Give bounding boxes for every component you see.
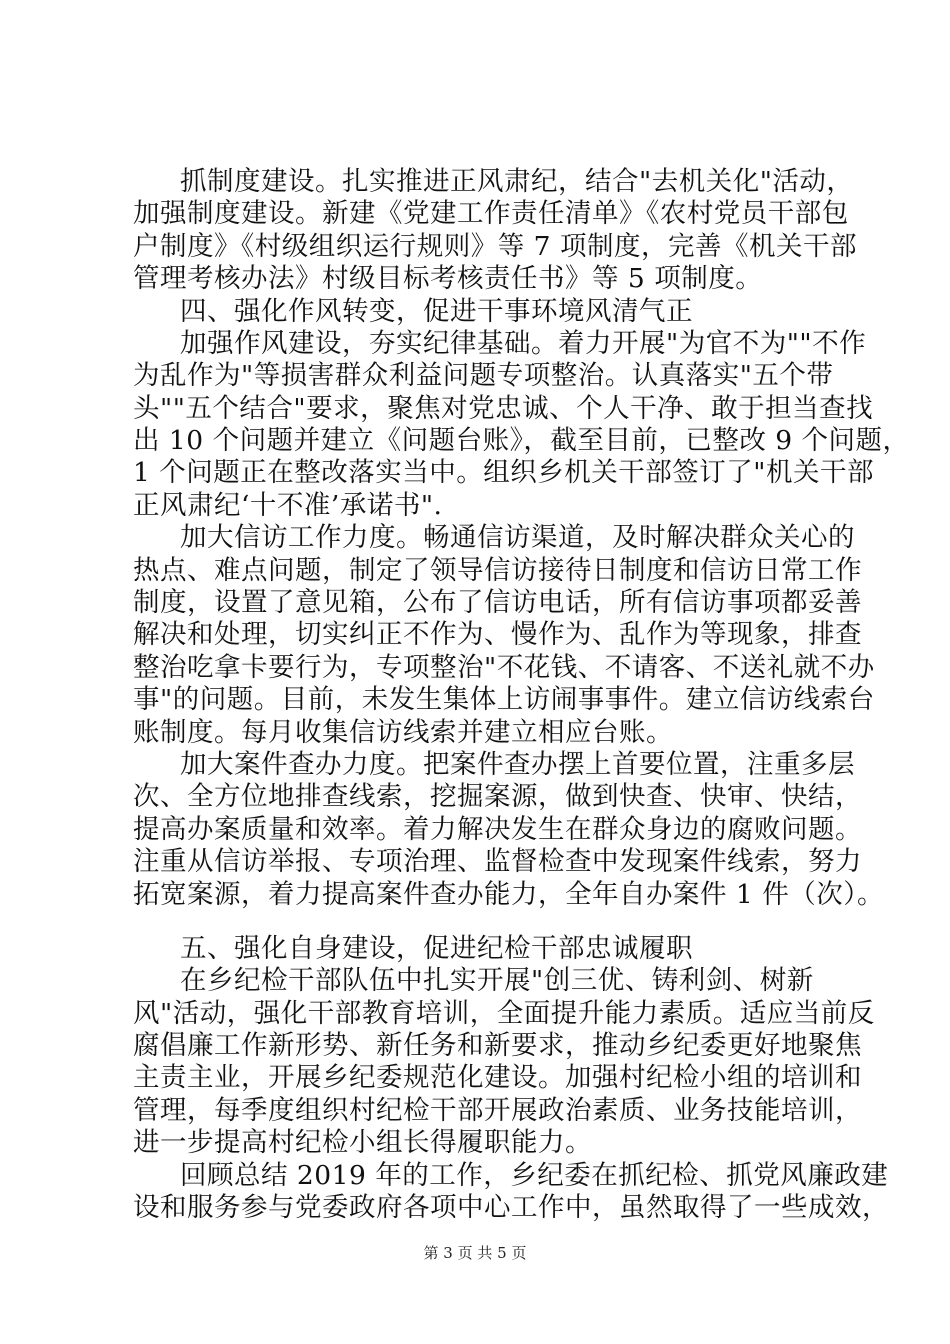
paragraph-line: 抓制度建设。扎实推进正风肃纪，结合"去机关化"活动， bbox=[180, 166, 854, 197]
paragraph-line: 整治吃拿卡要行为，专项整治"不花钱、不请客、不送礼就不办 bbox=[133, 652, 875, 683]
paragraph-line: 头""五个结合"要求，聚焦对党忠诚、个人干净、敢于担当查找 bbox=[133, 393, 874, 424]
paragraph-line: 拓宽案源，着力提高案件查办能力，全年自办案件 1 件（次）。 bbox=[133, 879, 884, 910]
paragraph-line: 为乱作为"等损害群众利益问题专项整治。认真落实"五个带 bbox=[133, 360, 834, 391]
paragraph-line: 进一步提高村纪检小组长得履职能力。 bbox=[133, 1127, 592, 1158]
paragraph-line: 1 个问题正在整改落实当中。组织乡机关干部签订了"机关干部 bbox=[133, 457, 874, 488]
paragraph-line: 加强制度建设。新建《党建工作责任清单》《农村党员干部包 bbox=[133, 198, 849, 229]
paragraph-line: 户制度》《村级组织运行规则》等 7 项制度，完善《机关干部 bbox=[133, 231, 857, 262]
section-heading-5: 五、强化自身建设，促进纪检干部忠诚履职 bbox=[180, 933, 693, 964]
paragraph-line: 加强作风建设，夯实纪律基础。着力开展"为官不为""不作 bbox=[180, 328, 867, 359]
paragraph-line: 解决和处理，切实纠正不作为、慢作为、乱作为等现象，排查 bbox=[133, 619, 862, 650]
paragraph-line: 账制度。每月收集信访线索并建立相应台账。 bbox=[133, 717, 673, 748]
paragraph-line: 设和服务参与党委政府各项中心工作中，虽然取得了一些成效， bbox=[133, 1192, 889, 1223]
paragraph-line: 出 10 个问题并建立《问题台账》，截至目前，已整改 9 个问题， bbox=[133, 425, 910, 456]
paragraph-line: 在乡纪检干部队伍中扎实开展"创三优、铸利剑、树新 bbox=[180, 965, 814, 996]
paragraph-line: 腐倡廉工作新形势、新任务和新要求，推动乡纪委更好地聚焦 bbox=[133, 1030, 862, 1061]
paragraph-line: 主责主业，开展乡纪委规范化建设。加强村纪检小组的培训和 bbox=[133, 1062, 862, 1093]
paragraph-line: 加大信访工作力度。畅通信访渠道，及时解决群众关心的 bbox=[180, 522, 855, 553]
paragraph-line: 热点、难点问题，制定了领导信访接待日制度和信访日常工作 bbox=[133, 555, 862, 586]
paragraph-line: 注重从信访举报、专项治理、监督检查中发现案件线索，努力 bbox=[133, 846, 862, 877]
paragraph-line: 回顾总结 2019 年的工作，乡纪委在抓纪检、抓党风廉政建 bbox=[180, 1160, 889, 1191]
section-heading-4: 四、强化作风转变，促进干事环境风清气正 bbox=[180, 296, 693, 327]
paragraph-line: 次、全方位地排查线索，挖掘案源，做到快查、快审、快结， bbox=[133, 781, 862, 812]
paragraph-line: 加大案件查办力度。把案件查办摆上首要位置，注重多层 bbox=[180, 749, 855, 780]
paragraph-line: 提高办案质量和效率。着力解决发生在群众身边的腐败问题。 bbox=[133, 814, 862, 845]
paragraph-line: 事"的问题。目前，未发生集体上访闹事事件。建立信访线索台 bbox=[133, 684, 875, 715]
paragraph-line: 正风肃纪‘十不准’承诺书". bbox=[133, 490, 443, 521]
paragraph-line: 制度，设置了意见箱，公布了信访电话，所有信访事项都妥善 bbox=[133, 587, 862, 618]
page-number-footer: 第 3 页 共 5 页 bbox=[423, 1244, 527, 1262]
paragraph-line: 管理考核办法》村级目标考核责任书》等 5 项制度。 bbox=[133, 263, 763, 294]
paragraph-line: 风"活动，强化干部教育培训，全面提升能力素质。适应当前反 bbox=[133, 998, 875, 1029]
paragraph-line: 管理，每季度组织村纪检干部开展政治素质、业务技能培训， bbox=[133, 1095, 862, 1126]
